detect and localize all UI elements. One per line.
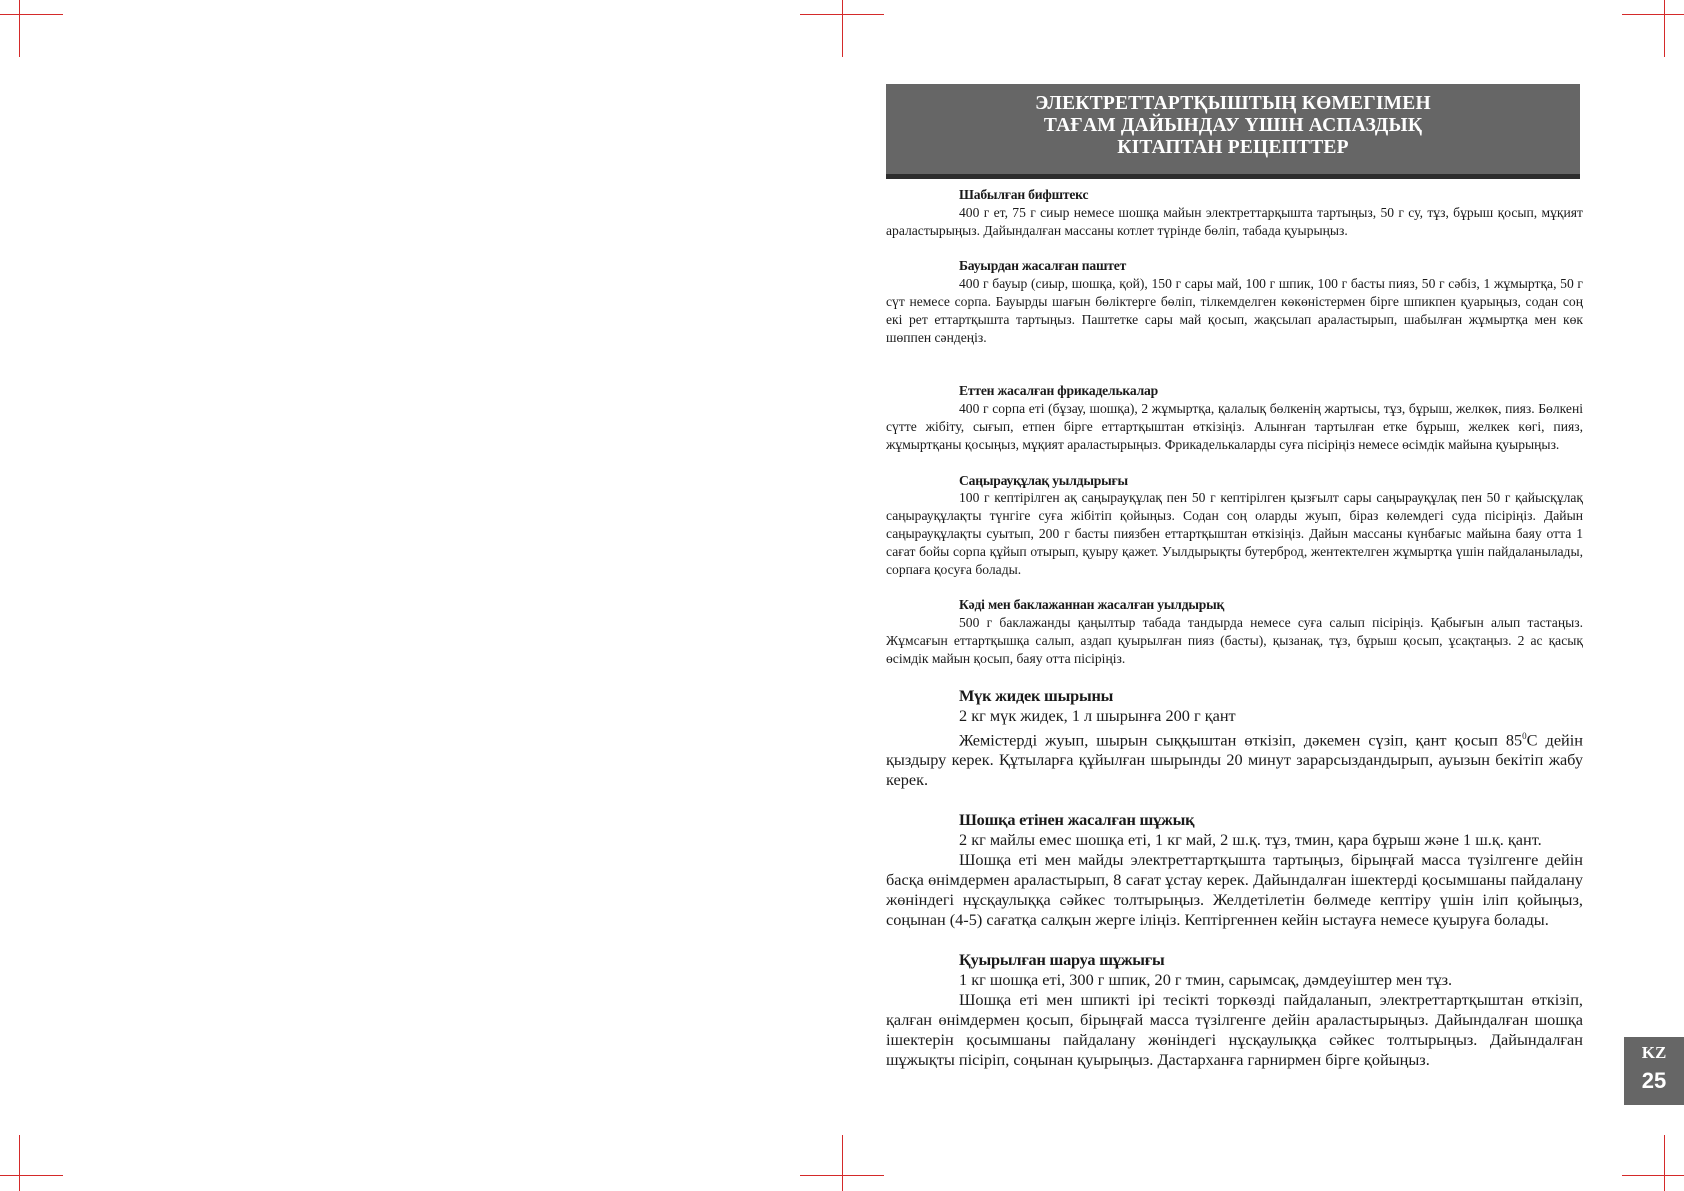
recipe-cranberry-juice [886,686,1583,790]
crop-mark [19,0,20,57]
language-code: KZ [1641,1043,1667,1062]
crop-mark [842,1135,843,1191]
header-line-1: ЭЛЕКТРЕТТАРТҚЫШТЫҢ КӨМЕГІМЕН [1035,93,1431,114]
crop-mark [1622,1175,1684,1176]
crop-mark [19,1135,20,1191]
recipe-ingredients: 2 кг мүк жидек, 1 л шырынға 200 г қант [959,705,1236,725]
recipe-title: Саңырауқұлақ уылдырығы [959,472,1128,488]
section-header [886,84,1580,175]
recipe-body: 500 г баклажанды қаңылтыр табада тандырда немесе суға салып пісіріңіз. Қабығын алып тастаңыз. Жұмсағын еттартқышқа салып, аздап қуырылған пияз (басты), қызанақ, тұз, бұрыш қосып, ұсақтаңыз. 2 ас қасық өсімдік майын қосып, баяу отта пісіріңіз. [886,615,1583,666]
crop-mark [1622,14,1684,15]
recipe-title: Шошқа етінен жасалған шұжық [959,809,1195,829]
header-line-2: ТАҒАМ ДАЙЫНДАУ ҮШІН АСПАЗДЫҚ [1043,115,1423,136]
page-number: 25 [1641,1068,1667,1093]
recipe-body: Шошқа еті мен майды электреттартқышта тартыңыз, бірыңғай масса түзілгенге дейін басқа өнімдермен араластырып, 8 сағат ұстау керек. Дайындалған ішектерді қосымшаны пайдалану жөніндегі нұсқаулыққа сәйкес толтырыңыз. Желдетілетін бөлмеде кептіру үшін іліп қойыңыз, соңынан (4-5) сағатқа салқын жерге іліңіз. Кептіргеннен кейін ыстауға немесе қуыруға болады. [886,849,1583,929]
recipe-fried-country-sausage [886,950,1583,1070]
recipe-body: Шошқа еті мен шпикті ірі тесікті торкөзді пайдаланып, электреттартқыштан өткізіп, қалған өнімдермен қосып, бірыңғай масса түзілгенге дейін араластырыңыз. Дайындалған шошқа ішектерін қосымшаны пайдалану жөніндегі нұсқаулыққа сәйкес толтырыңыз. Дайындалған шұжықты пісіріп, соңынан қуырыңыз. Дастарханға гарнирмен бірге қойыңыз. [886,989,1583,1069]
recipe-title: Мүк жидек шырыны [959,685,1114,705]
recipe-mushroom-caviar [886,472,1583,579]
recipe-body: 400 г ет, 75 г сиыр немесе шошқа майын электреттарқышта тартыңыз, 50 г су, тұз, бұрыш қосып, мұқият араластырыңыз. Дайындалған массаны котлет түрінде бөліп, табада қуырыңыз. [886,204,1583,238]
crop-mark [842,0,843,57]
recipe-title: Кәді мен баклажаннан жасалған уылдырық [959,597,1225,613]
recipe-body: Жемістерді жуып, шырын сыққыштан өткізіп, дәкемен сүзіп, қант қосып $85^0С$ дейін қыздыру керек. Құтыларға құйылған шырынды 20 минут зарарсыздандырып, ауызын бекітіп жабу керек. [886,729,1583,789]
recipe-liver-pate [886,257,1583,346]
recipe-title: Қуырылған шаруа шұжығы [959,949,1165,969]
header-underline [886,174,1580,179]
recipe-ingredients: 1 кг шошқа еті, 300 г шпик, 20 г тмин, сарымсақ, дәмдеуіштер мен тұз. [959,969,1453,989]
recipe-title: Еттен жасалған фрикаделькалар [959,383,1158,399]
recipe-ingredients: 2 кг майлы емес шошқа еті, 1 кг май, 2 ш.қ. тұз, тмин, қара бұрыш және 1 ш.қ. қант. [959,829,1542,849]
header-line-3: КІТАПТАН РЕЦЕПТТЕР [1117,137,1349,158]
recipe-title: Бауырдан жасалған паштет [959,258,1127,274]
recipe-pork-sausage [886,810,1583,930]
language-page-tab [1624,1037,1684,1105]
recipe-title: Шабылған бифштекс [959,187,1089,202]
recipes-column [886,186,1583,1070]
recipe-meatballs [886,382,1583,453]
crop-mark [0,1175,63,1176]
recipe-chopped-steak [886,186,1583,239]
crop-mark [1664,0,1665,57]
crop-mark [0,14,63,15]
recipe-body: 400 г бауыр (сиыр, шошқа, қой), 150 г сары май, 100 г шпик, 100 г басты пияз, 50 г сәбіз, 1 жұмыртқа, 50 г сүт немесе сорпа. Бауырды шағын бөліктерге бөліп, тілкемделген көкөністермен бірге шпикпен қуарыңыз, содан соң екі рет еттартқышта тартыңыз. Паштетке сары май қосып, жақсылап араластырып, шабылған жұмыртқа мен көк шөппен сәндеңіз. [886,276,1583,345]
recipe-body: 100 г кептірілген ақ саңырауқұлақ пен 50 г кептірілген қызғылт сары саңырауқұлақ пен 50 г қайысқұлақ саңырауқұлақты түнгіге суға жібітіп қойыңыз. Содан соң оларды жуып, біраз көлемдегі суда пісіріңіз. Дайын саңырауқұлақты суытып, 200 г басты пиязбен еттартқыштан өткізіңіз. Дайын массаны күнбағыс майына баяу отта 1 сағат бойы сорпа құйып отырып, қуыру қажет. Уылдырықты бутерброд, жентектелген жұмыртқа үшін пайдаланылады, сорпаға қосуға болады. [886,490,1583,577]
crop-mark [1664,1135,1665,1191]
recipe-body: 400 г сорпа еті (бұзау, шошқа), 2 жұмыртқа, қалалық бөлкенің жартысы, тұз, бұрыш, желкөк, пияз. Бөлкені сүтте жібіту, сығып, етпен бірге еттартқыштан өткізіңіз. Алынған тартылған етке бұрыш, желкек көгі, пияз, жұмыртқаны қосыңыз, мұқият араластырыңыз. Фрикаделькаларды суға пісіріңіз немесе өсімдік майына қуырыңыз. [886,401,1583,452]
recipe-zucchini-eggplant-caviar [886,596,1583,667]
